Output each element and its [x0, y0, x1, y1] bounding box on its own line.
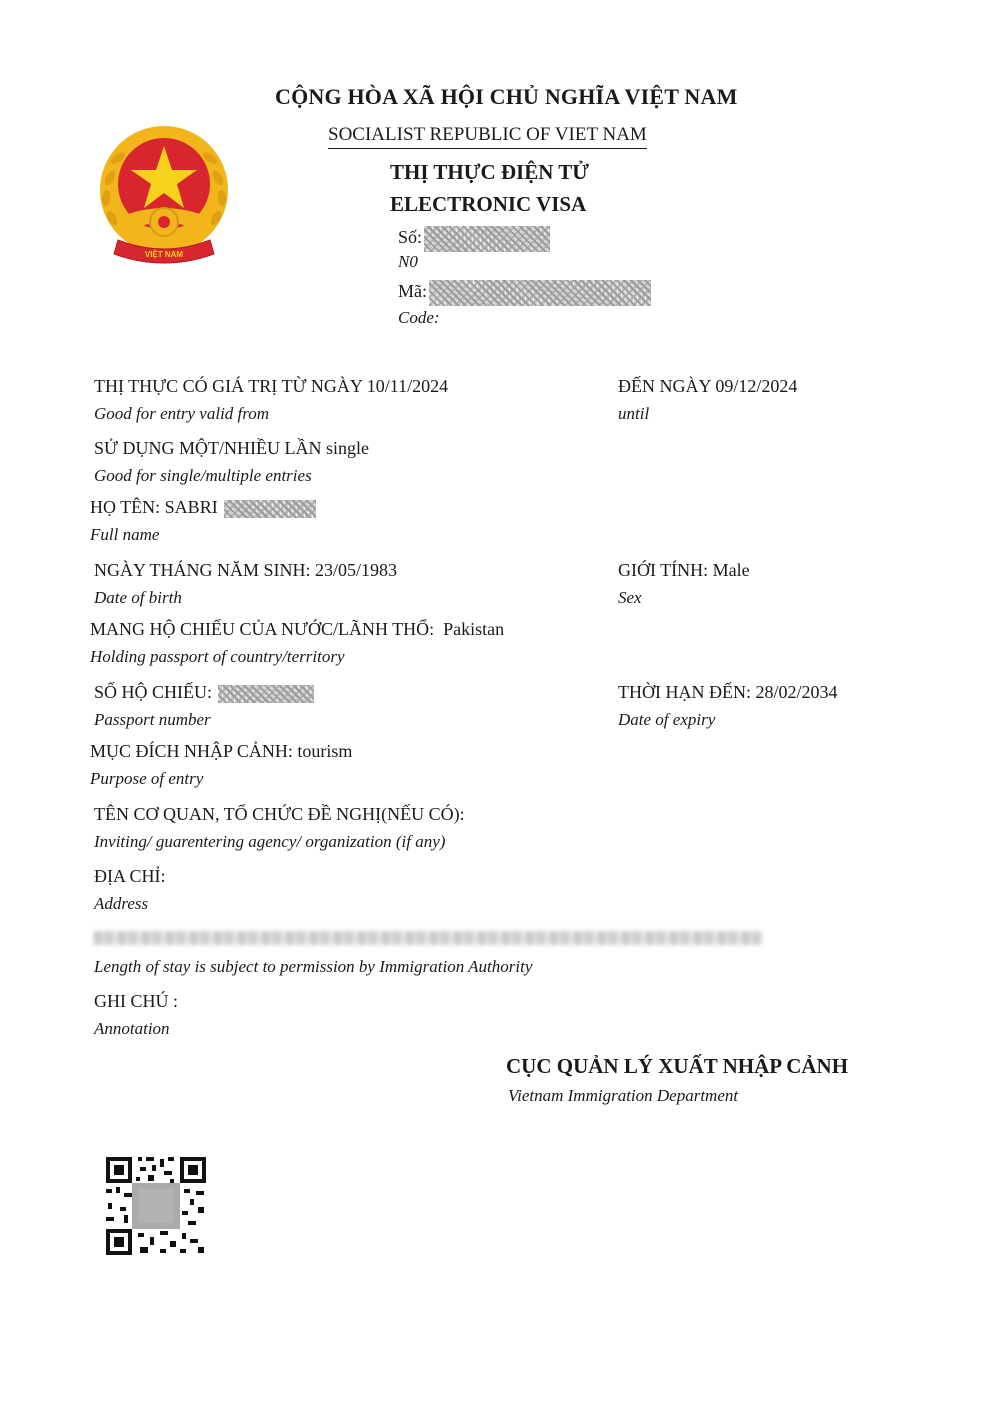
dob-label-en: Date of birth — [94, 588, 182, 607]
address-label-en: Address — [94, 894, 149, 913]
agency-label: TÊN CƠ QUAN, TỔ CHỨC ĐỀ NGHỊ(NẾU CÓ): — [94, 804, 465, 824]
visa-title-vn: THỊ THỰC ĐIỆN TỬ — [390, 160, 589, 184]
name-label-en: Full name — [90, 525, 160, 544]
purpose-row — [90, 741, 352, 762]
passport-label-en: Passport number — [94, 710, 211, 729]
entries-value: single — [325, 438, 369, 458]
sex-label-en: Sex — [618, 588, 642, 607]
sex-label: GIỚI TÍNH: — [618, 560, 709, 580]
name-redacted — [224, 500, 316, 518]
expiry-value: 28/02/2034 — [755, 682, 838, 702]
valid-from-label-en: Good for entry valid from — [94, 404, 270, 423]
qr-code-icon — [104, 1155, 208, 1257]
passport-row — [94, 682, 314, 703]
country-name-en: SOCIALIST REPUBLIC OF VIET NAM — [328, 124, 647, 149]
valid-until-row — [618, 376, 797, 397]
dob-row — [94, 560, 397, 581]
number-label-en: N0 — [398, 252, 418, 271]
length-of-stay-vn-redacted — [94, 931, 762, 945]
address-label: ĐỊA CHỈ: — [94, 866, 166, 886]
entries-label-en: Good for single/multiple entries — [94, 466, 312, 485]
purpose-value: tourism — [297, 741, 353, 761]
passport-redacted — [218, 685, 314, 703]
length-of-stay-label-en: Length of stay is subject to permission by Immigration Authority — [94, 957, 533, 976]
expiry-row — [618, 682, 838, 703]
vietnam-emblem-icon — [88, 118, 240, 274]
number-row — [398, 226, 550, 252]
code-label: Mã: — [398, 281, 427, 302]
number-label: Số: — [398, 227, 423, 248]
entries-label: SỬ DỤNG MỘT/NHIỀU LẦN — [94, 438, 322, 458]
valid-until-value: 09/12/2024 — [715, 376, 798, 396]
name-value: SABRI — [164, 497, 218, 517]
sex-row — [618, 560, 750, 581]
code-row — [398, 280, 651, 306]
valid-from-value: 10/11/2024 — [366, 376, 449, 396]
visa-title-en: ELECTRONIC VISA — [390, 192, 587, 216]
code-label-en: Code: — [398, 308, 440, 327]
code-redacted — [429, 280, 651, 306]
valid-from-row — [94, 376, 448, 397]
valid-until-label: ĐẾN NGÀY — [618, 376, 711, 396]
sex-value: Male — [712, 560, 750, 580]
number-redacted — [424, 226, 550, 252]
note-label-en: Annotation — [94, 1019, 170, 1038]
entries-row — [94, 438, 369, 459]
expiry-label-en: Date of expiry — [618, 710, 716, 729]
dob-value: 23/05/1983 — [315, 560, 398, 580]
purpose-label: MỤC ĐÍCH NHẬP CẢNH: — [90, 741, 293, 761]
valid-from-label: THỊ THỰC CÓ GIÁ TRỊ TỪ NGÀY — [94, 376, 363, 396]
country-name-vn: CỘNG HÒA XÃ HỘI CHỦ NGHĨA VIỆT NAM — [275, 84, 738, 109]
country-row — [90, 619, 504, 640]
passport-label: SỐ HỘ CHIẾU: — [94, 682, 213, 702]
purpose-label-en: Purpose of entry — [90, 769, 204, 788]
issuer-name-vn: CỤC QUẢN LÝ XUẤT NHẬP CẢNH — [506, 1054, 849, 1078]
emblem-banner-text: VIỆT NAM — [144, 250, 184, 259]
valid-until-label-en: until — [618, 404, 650, 423]
country-label: MANG HỘ CHIẾU CỦA NƯỚC/LÃNH THỔ: — [90, 619, 435, 639]
country-value: Pakistan — [443, 619, 505, 639]
issuer-name-en: Vietnam Immigration Department — [508, 1086, 739, 1105]
agency-label-en: Inviting/ guarentering agency/ organization (if any) — [94, 832, 446, 851]
country-label-en: Holding passport of country/territory — [90, 647, 345, 666]
dob-label: NGÀY THÁNG NĂM SINH: — [94, 560, 311, 580]
expiry-label: THỜI HẠN ĐẾN: — [618, 682, 751, 702]
name-label: HỌ TÊN: — [90, 497, 161, 517]
name-row — [90, 497, 316, 518]
note-label: GHI CHÚ : — [94, 991, 178, 1011]
